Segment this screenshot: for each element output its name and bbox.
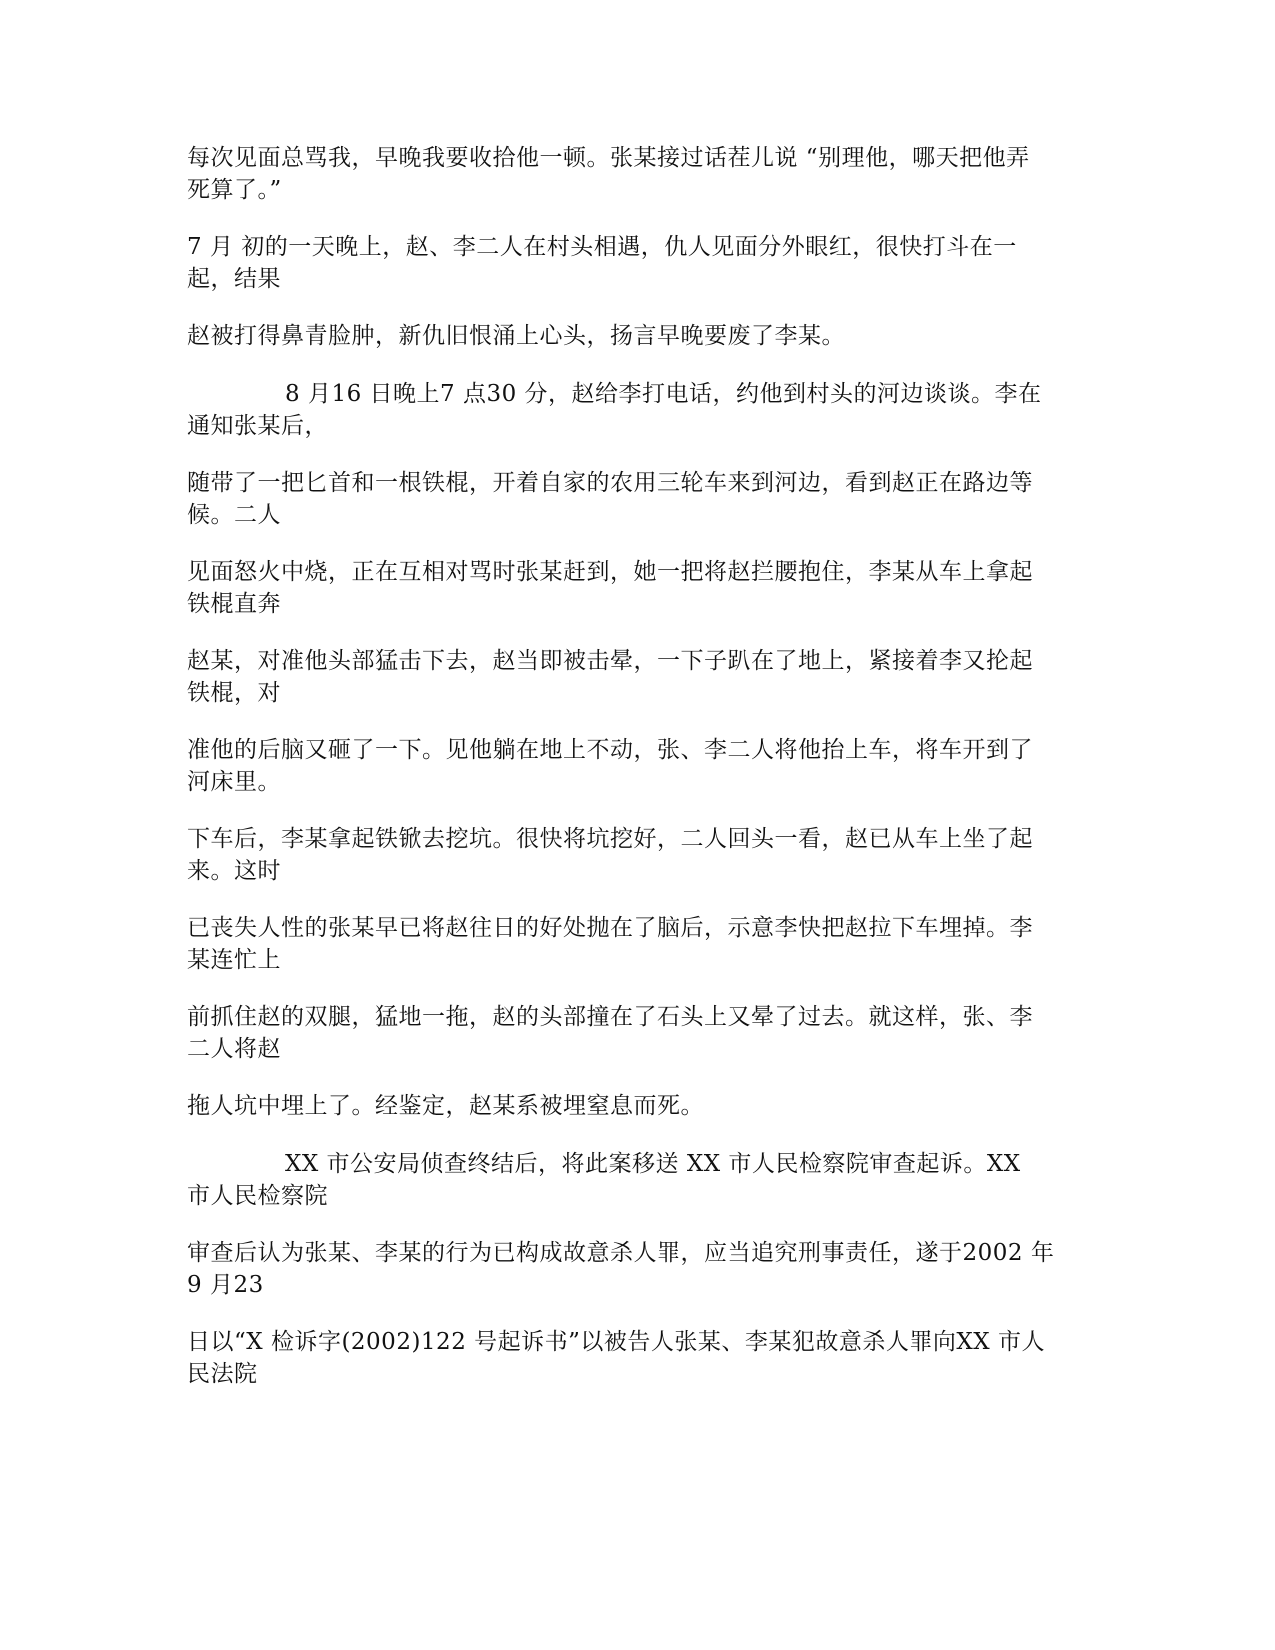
paragraph-5 <box>187 467 1092 531</box>
paragraph-11 <box>187 1001 1092 1065</box>
paragraph-line: 准他的后脑又砸了一下。见他躺在地上不动，张、李二人将他抬上车，将车开到了 <box>187 737 1033 763</box>
paragraph-2 <box>187 231 1092 295</box>
paragraph-line: 河床里。 <box>187 769 281 795</box>
paragraph-line: 8 月16 日晚上7 点30 分，赵给李打电话，约他到村头的河边谈谈。李在 <box>285 381 1042 407</box>
paragraph-line: 赵某，对准他头部猛击下去，赵当即被击晕，一下子趴在了地上，紧接着李又抡起 <box>187 648 1033 674</box>
paragraph-line: 每次见面总骂我，早晚我要收拾他一顿。张某接过话茬儿说 “别理他，哪天把他弄 <box>187 145 1030 171</box>
paragraph-1 <box>187 142 1092 206</box>
paragraph-line: 通知张某后， <box>187 413 328 439</box>
paragraph-line: 7 月 初的一天晚上，赵、李二人在村头相遇，仇人见面分外眼红，很快打斗在一 <box>187 234 1017 260</box>
paragraph-line: 赵被打得鼻青脸肿，新仇旧恨涌上心头，扬言早晚要废了李某。 <box>187 323 845 349</box>
paragraph-9 <box>187 823 1092 887</box>
paragraph-6 <box>187 556 1092 620</box>
paragraph-4 <box>187 378 1092 442</box>
paragraph-line: 审查后认为张某、李某的行为已构成故意杀人罪，应当追究刑事责任，遂于2002 年 <box>187 1240 1055 1266</box>
paragraph-8 <box>187 734 1092 798</box>
paragraph-line: 死算了。” <box>187 177 282 203</box>
paragraph-line: 下车后，李某拿起铁锨去挖坑。很快将坑挖好，二人回头一看，赵已从车上坐了起 <box>187 826 1033 852</box>
paragraph-line: 见面怒火中烧，正在互相对骂时张某赶到，她一把将赵拦腰抱住，李某从车上拿起 <box>187 559 1033 585</box>
paragraph-line: 铁棍，对 <box>187 680 281 706</box>
paragraph-15 <box>187 1326 1092 1390</box>
paragraph-line: 日以“X 检诉字(2002)122 号起诉书”以被告人张某、李某犯故意杀人罪向XX 市人 <box>187 1329 1045 1355</box>
paragraph-line: 起，结果 <box>187 266 281 292</box>
paragraph-line: 9 月23 <box>187 1272 264 1298</box>
paragraph-10 <box>187 912 1092 976</box>
paragraph-line: 来。这时 <box>187 858 281 884</box>
paragraph-3 <box>187 320 1092 352</box>
paragraph-12 <box>187 1090 1092 1122</box>
paragraph-line: 铁棍直奔 <box>187 591 281 617</box>
paragraph-line: 市人民检察院 <box>187 1183 328 1209</box>
paragraph-line: 拖人坑中埋上了。经鉴定，赵某系被埋窒息而死。 <box>187 1093 704 1119</box>
paragraph-14 <box>187 1237 1092 1301</box>
paragraph-line: 二人将赵 <box>187 1036 281 1062</box>
paragraph-line: XX 市公安局侦查终结后，将此案移送 XX 市人民检察院审查起诉。XX <box>285 1151 1021 1177</box>
paragraph-line: 候。二人 <box>187 502 281 528</box>
paragraph-13 <box>187 1148 1092 1212</box>
paragraph-line: 前抓住赵的双腿，猛地一拖，赵的头部撞在了石头上又晕了过去。就这样，张、李 <box>187 1004 1033 1030</box>
paragraph-line: 已丧失人性的张某早已将赵往日的好处抛在了脑后，示意李快把赵拉下车埋掉。李 <box>187 915 1033 941</box>
paragraph-line: 民法院 <box>187 1361 258 1387</box>
paragraph-line: 随带了一把匕首和一根铁棍，开着自家的农用三轮车来到河边，看到赵正在路边等 <box>187 470 1033 496</box>
paragraph-line: 某连忙上 <box>187 947 281 973</box>
paragraph-7 <box>187 645 1092 709</box>
